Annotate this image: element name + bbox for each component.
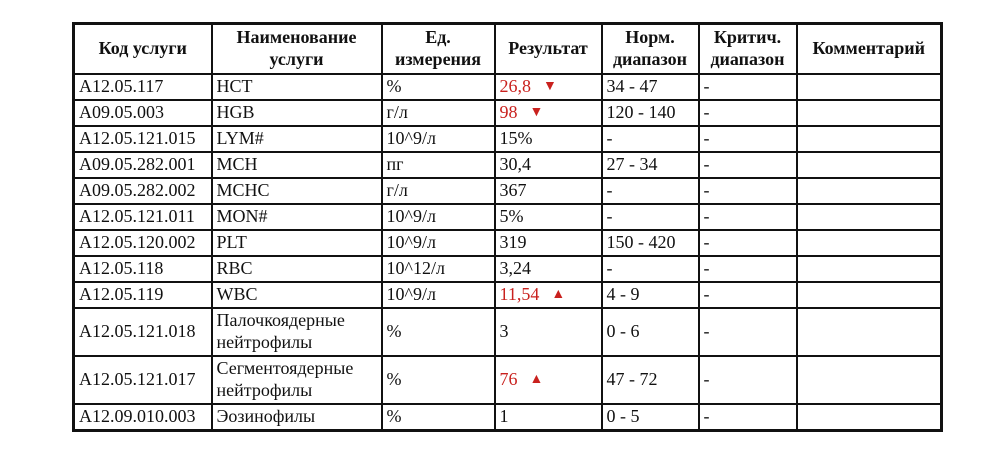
table-row — [74, 178, 942, 204]
result-cell — [495, 178, 602, 204]
critical-range-cell: - — [699, 356, 797, 404]
critical-range-cell: - — [699, 152, 797, 178]
result-value: 98 — [499, 101, 518, 122]
table-row — [74, 256, 942, 282]
comment-cell — [797, 100, 942, 126]
critical-range-cell: - — [699, 230, 797, 256]
critical-range-cell: - — [699, 178, 797, 204]
unit-cell: 10^9/л — [382, 230, 495, 256]
result-cell — [495, 404, 602, 430]
unit-cell: 10^9/л — [382, 282, 495, 308]
normal-range-cell: 27 - 34 — [602, 152, 699, 178]
critical-range-cell: - — [699, 204, 797, 230]
abnormal-low-icon: ▼ — [543, 78, 557, 94]
unit-cell: пг — [382, 152, 495, 178]
result-cell — [495, 126, 602, 152]
result-value: 3 — [499, 320, 509, 341]
table-body — [74, 74, 942, 430]
unit-cell: % — [382, 308, 495, 356]
normal-range-cell: - — [602, 256, 699, 282]
normal-range-cell: 0 - 5 — [602, 404, 699, 430]
service-name-cell: MON# — [212, 204, 382, 230]
unit-cell: 10^9/л — [382, 204, 495, 230]
comment-cell — [797, 404, 942, 430]
header-cell-critical-range: Критич. диапазон — [699, 24, 797, 74]
critical-range-cell: - — [699, 308, 797, 356]
critical-range-cell: - — [699, 256, 797, 282]
table-row — [74, 74, 942, 100]
lab-results-table — [72, 22, 943, 432]
comment-cell — [797, 126, 942, 152]
service-code-cell: А12.05.119 — [74, 282, 212, 308]
header-cell-service-code: Код услуги — [74, 24, 212, 74]
result-value: 367 — [499, 179, 527, 200]
normal-range-cell: 150 - 420 — [602, 230, 699, 256]
table-row — [74, 100, 942, 126]
normal-range-cell: - — [602, 126, 699, 152]
abnormal-high-icon: ▲ — [551, 286, 566, 302]
service-name-cell: WBC — [212, 282, 382, 308]
service-name-cell: HGB — [212, 100, 382, 126]
result-cell — [495, 230, 602, 256]
table-row — [74, 204, 942, 230]
critical-range-cell: - — [699, 282, 797, 308]
table-row — [74, 404, 942, 430]
unit-cell: г/л — [382, 178, 495, 204]
service-code-cell: А12.05.118 — [74, 256, 212, 282]
service-name-cell: Сегментоядерные нейтрофилы — [212, 356, 382, 404]
result-cell — [495, 256, 602, 282]
unit-cell: % — [382, 356, 495, 404]
result-value: 30,4 — [499, 153, 531, 174]
unit-cell: 10^9/л — [382, 126, 495, 152]
comment-cell — [797, 204, 942, 230]
service-code-cell: А09.05.282.002 — [74, 178, 212, 204]
service-name-cell: MCHC — [212, 178, 382, 204]
header-cell-comment: Комментарий — [797, 24, 942, 74]
unit-cell: % — [382, 74, 495, 100]
service-code-cell: А12.05.121.011 — [74, 204, 212, 230]
result-cell — [495, 356, 602, 404]
header-cell-service-name: Наименование услуги — [212, 24, 382, 74]
unit-cell: 10^12/л — [382, 256, 495, 282]
critical-range-cell: - — [699, 126, 797, 152]
result-cell — [495, 74, 602, 100]
service-code-cell: А12.05.117 — [74, 74, 212, 100]
table-row — [74, 126, 942, 152]
result-cell — [495, 282, 602, 308]
result-value: 26,8 — [499, 75, 531, 96]
service-name-cell: Эозинофилы — [212, 404, 382, 430]
result-cell — [495, 152, 602, 178]
table-row — [74, 308, 942, 356]
result-value: 11,54 — [499, 283, 540, 304]
service-name-cell: HCT — [212, 74, 382, 100]
service-code-cell: А09.05.282.001 — [74, 152, 212, 178]
normal-range-cell: - — [602, 178, 699, 204]
result-value: 319 — [499, 231, 527, 252]
result-cell — [495, 204, 602, 230]
critical-range-cell: - — [699, 74, 797, 100]
normal-range-cell: 0 - 6 — [602, 308, 699, 356]
comment-cell — [797, 356, 942, 404]
result-value: 1 — [499, 405, 509, 426]
comment-cell — [797, 256, 942, 282]
normal-range-cell: 4 - 9 — [602, 282, 699, 308]
normal-range-cell: 34 - 47 — [602, 74, 699, 100]
result-value: 76 — [499, 368, 518, 389]
result-value: 3,24 — [499, 257, 531, 278]
result-cell — [495, 308, 602, 356]
result-cell — [495, 100, 602, 126]
table-row — [74, 152, 942, 178]
normal-range-cell: 47 - 72 — [602, 356, 699, 404]
unit-cell: г/л — [382, 100, 495, 126]
normal-range-cell: 120 - 140 — [602, 100, 699, 126]
service-name-cell: RBC — [212, 256, 382, 282]
service-code-cell: А12.05.121.017 — [74, 356, 212, 404]
header-row — [74, 24, 942, 74]
service-code-cell: А09.05.003 — [74, 100, 212, 126]
service-code-cell: А12.05.121.015 — [74, 126, 212, 152]
service-name-cell: PLT — [212, 230, 382, 256]
header-cell-result: Результат — [495, 24, 602, 74]
critical-range-cell: - — [699, 100, 797, 126]
comment-cell — [797, 178, 942, 204]
service-name-cell: Палочкоядерные нейтрофилы — [212, 308, 382, 356]
header-cell-unit: Ед. измерения — [382, 24, 495, 74]
service-code-cell: А12.05.120.002 — [74, 230, 212, 256]
service-code-cell: А12.09.010.003 — [74, 404, 212, 430]
unit-cell: % — [382, 404, 495, 430]
comment-cell — [797, 230, 942, 256]
normal-range-cell: - — [602, 204, 699, 230]
comment-cell — [797, 308, 942, 356]
comment-cell — [797, 282, 942, 308]
comment-cell — [797, 74, 942, 100]
table-header — [74, 24, 942, 74]
service-name-cell: LYM# — [212, 126, 382, 152]
service-code-cell: А12.05.121.018 — [74, 308, 212, 356]
table-row — [74, 282, 942, 308]
comment-cell — [797, 152, 942, 178]
abnormal-high-icon: ▲ — [529, 371, 544, 387]
abnormal-low-icon: ▼ — [529, 104, 544, 120]
table-row — [74, 356, 942, 404]
service-name-cell: MCH — [212, 152, 382, 178]
result-value: 15% — [499, 127, 533, 148]
table-row — [74, 230, 942, 256]
critical-range-cell: - — [699, 404, 797, 430]
result-value: 5% — [499, 205, 524, 226]
header-cell-normal-range: Норм. диапазон — [602, 24, 699, 74]
